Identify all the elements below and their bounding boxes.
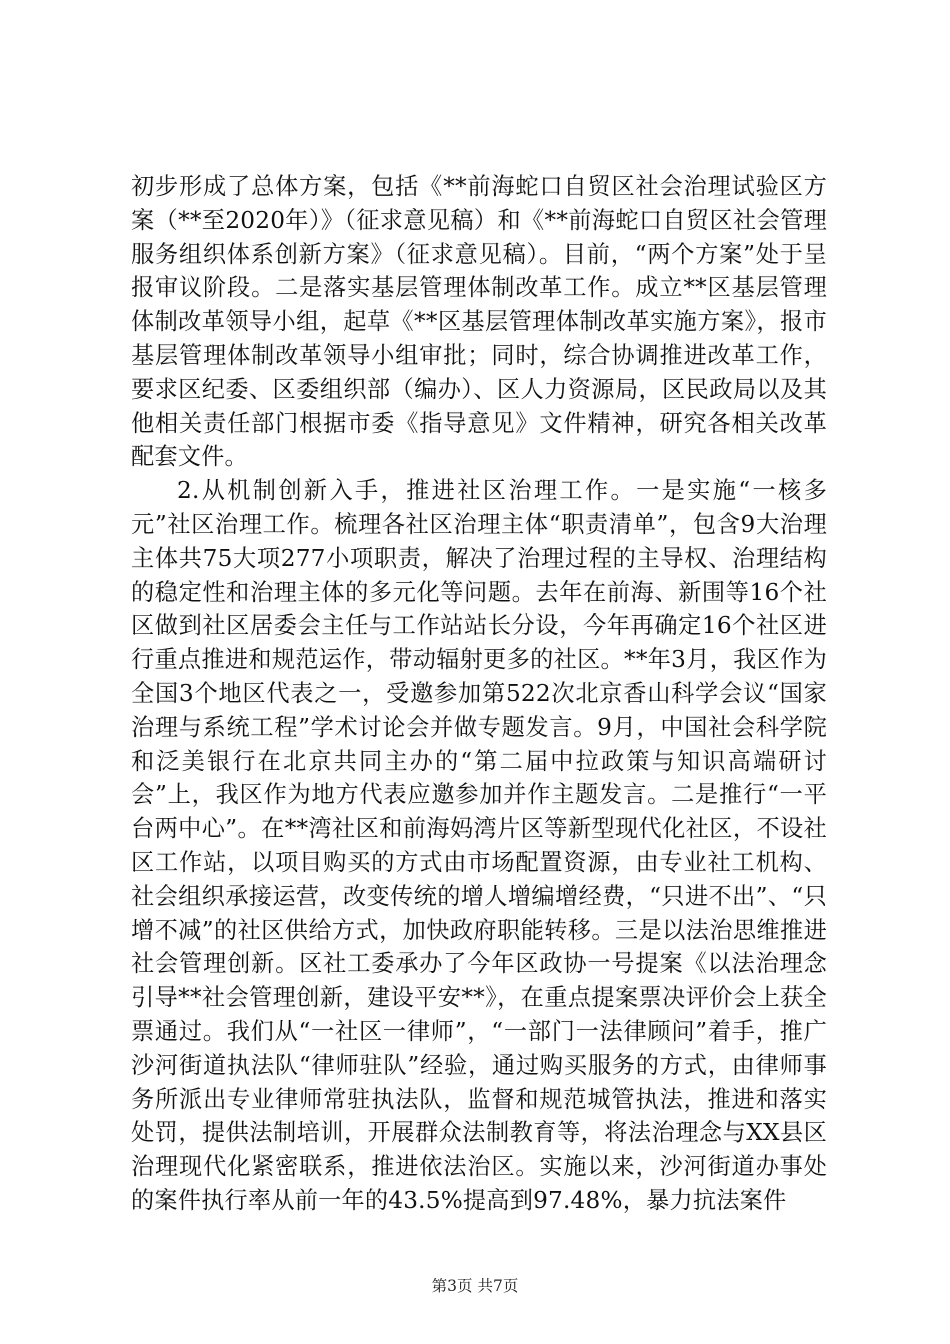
page-number-label: 第3页 共7页 xyxy=(431,1277,519,1295)
document-body xyxy=(131,170,827,1218)
page-footer xyxy=(0,1276,950,1296)
paragraph-1: 初步形成了总体方案，包括《**前海蛇口自贸区社会治理试验区方案（**至2020年）》（征求意见稿）和《**前海蛇口自贸区社会管理服务组织体系创新方案》（征求意见稿）。目前，“两个方案”处于呈报审议阶段。二是落实基层管理体制改革工作。成立**区基层管理体制改革领导小组，起草《**区基层管理体制改革实施方案》，报市基层管理体制改革领导小组审批；同时，综合协调推进改革工作，要求区纪委、区委组织部（编办）、区人力资源局，区民政局以及其他相关责任部门根据市委《指导意见》文件精神，研究各相关改革配套文件。 xyxy=(131,173,827,471)
paragraph-2: 2.从机制创新入手，推进社区治理工作。一是实施“一核多元”社区治理工作。梳理各社区治理主体“职责清单”，包含9大治理主体共75大项277小项职责，解决了治理过程的主导权、治理结构的稳定性和治理主体的多元化等问题。去年在前海、新围等16个社区做到社区居委会主任与工作站站长分设，今年再确定16个社区进行重点推进和规范运作，带动辐射更多的社区。**年3月，我区作为全国3个地区代表之一，受邀参加第522次北京香山科学会议“国家治理与系统工程”学术讨论会并做专题发言。9月，中国社会科学院和泛美银行在北京共同主办的“第二届中拉政策与知识高端研讨会”上，我区作为地方代表应邀参加并作主题发言。二是推行“一平台两中心”。在**湾社区和前海妈湾片区等新型现代化社区，不设社区工作站，以项目购买的方式由市场配置资源，由专业社工机构、社会组织承接运营，改变传统的增人增编增经费，“只进不出”、“只增不减”的社区供给方式，加快政府职能转移。三是以法治思维推进社会管理创新。区社工委承办了今年区政协一号提案《以法治理念引导**社会管理创新，建设平安**》，在重点提案票决评价会上获全票通过。我们从“一社区一律师”，“一部门一法律顾问”着手，推广沙河街道执法队“律师驻队”经验，通过购买服务的方式，由律师事务所派出专业律师常驻执法队，监督和规范城管执法，推进和落实处罚，提供法制培训，开展群众法制教育等，将法治理念与XX县区治理现代化紧密联系，推进依法治区。实施以来，沙河街道办事处的案件执行率从前一年的43.5%提高到97.48%，暴力抗法案件 xyxy=(131,477,827,1214)
